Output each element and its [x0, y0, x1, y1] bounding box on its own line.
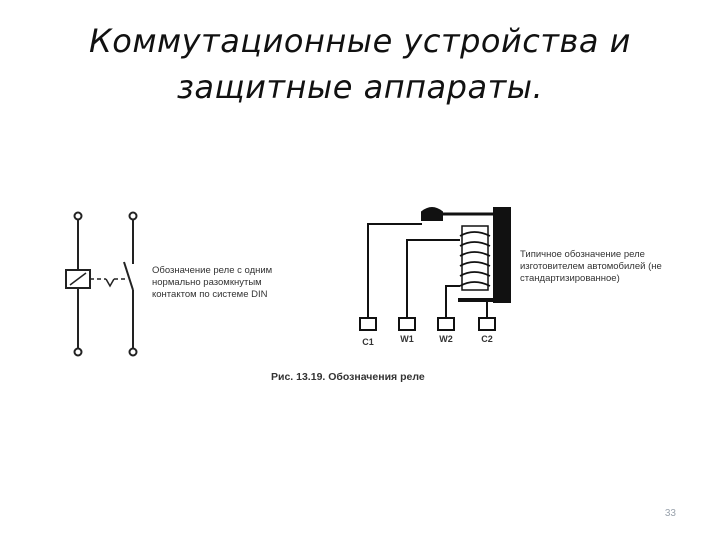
terminals [360, 318, 495, 347]
din-caption-line: Обозначение реле с одним [152, 265, 273, 276]
title-line-2: защитные аппараты. [176, 68, 544, 106]
din-caption-line: контактом по системе DIN [152, 289, 268, 300]
terminal-label-c2: C2 [481, 334, 493, 344]
terminal-label-w1: W1 [400, 334, 414, 344]
coil-body [462, 226, 488, 290]
relay-yoke [494, 208, 510, 302]
terminal-w2 [438, 318, 454, 330]
contact-blade [124, 262, 133, 290]
figure-caption: Рис. 13.19. Обозначения реле [271, 371, 425, 383]
typical-caption [520, 249, 664, 284]
title-line-1: Коммутационные устройства и [89, 22, 631, 60]
typical-caption-line: Типичное обозначение реле [520, 249, 645, 260]
terminal-c1 [360, 318, 376, 330]
page-number: 33 [664, 508, 676, 519]
din-caption [152, 265, 275, 300]
din-relay-symbol [66, 213, 137, 356]
automotive-relay-drawing [368, 208, 510, 318]
typical-caption-line: изготовителем автомобилей (не [520, 261, 662, 272]
terminal-c2 [479, 318, 495, 330]
terminal-label-w2: W2 [439, 334, 453, 344]
din-caption-line: нормально разомкнутым [152, 277, 262, 288]
armature [422, 208, 442, 220]
typical-caption-line: стандартизированное) [520, 273, 620, 284]
terminal-label-c1: C1 [362, 337, 374, 347]
terminal-w1 [399, 318, 415, 330]
